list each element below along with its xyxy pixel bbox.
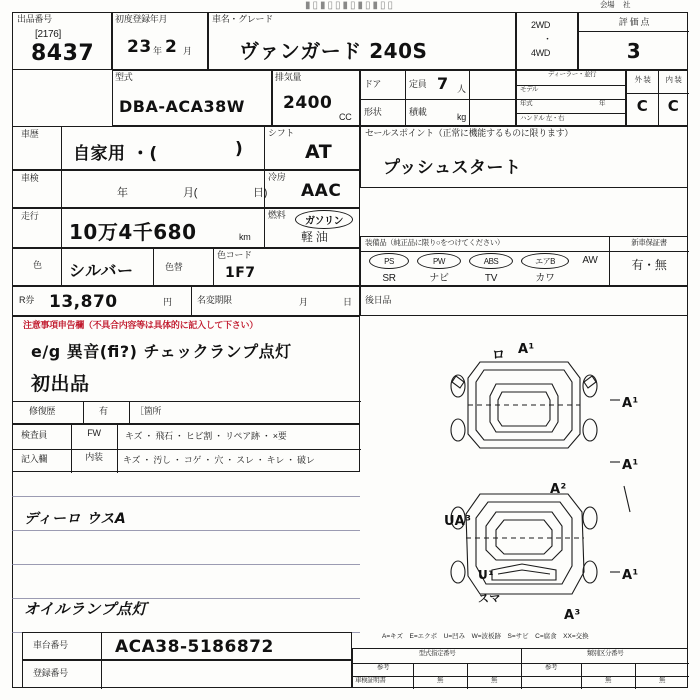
interior-label-2: 内装 [85, 452, 103, 462]
shape-label: 形状 [364, 107, 382, 118]
type-cell [112, 70, 272, 126]
exterior-grade: C [636, 97, 649, 115]
mileage-value: 10万4千680 [69, 220, 197, 244]
exterior-defect-list: キズ ・ 飛石 ・ ヒビ割 ・ リペア跡 ・ ×要 [125, 431, 287, 441]
damage-mark-6: U¹ [478, 568, 494, 582]
first-registration-cell [112, 12, 208, 70]
color-code-value: 1F7 [225, 265, 256, 281]
fuel-cell [264, 208, 360, 248]
warranty-label: 新車保証書 [631, 238, 667, 247]
interior-grade: C [667, 97, 680, 115]
first-registration-label: 初度登録年月 [115, 14, 168, 24]
scan-noise-strip: ▮▯▮▯▯▮▯▮▯▮▯▯ [304, 0, 396, 11]
class-sub-label: 参考 [544, 664, 558, 671]
equip-tv[interactable]: TV [484, 273, 498, 284]
seats-value: 7 [437, 74, 449, 93]
fuel-diesel-option[interactable]: 軽 油 [301, 230, 328, 244]
inspection-label: 車検 [21, 173, 39, 183]
equip-ps[interactable]: PS [369, 253, 409, 269]
color-label: 色 [33, 260, 42, 270]
equip-leather[interactable]: カワ [535, 273, 555, 284]
equip-navi[interactable]: ナビ [429, 273, 449, 284]
history-close: ) [235, 139, 244, 159]
warranty-value[interactable]: 有・無 [631, 258, 667, 272]
equip-sr[interactable]: SR [382, 273, 396, 284]
memo-line-1: ディーロ ウスA [24, 511, 127, 527]
damage-mark-9: A¹ [622, 568, 639, 583]
equip-airbag[interactable]: エアB [521, 253, 569, 269]
registration-number-cell [22, 660, 352, 688]
damage-mark-7: スマ [478, 592, 501, 605]
shift-label: シフト [268, 128, 295, 138]
damage-mark-4: A² [550, 482, 567, 497]
equip-aw[interactable]: AW [582, 255, 598, 266]
damage-legend: A=キズ E=エクボ U=凹み W=波板跡 S=サビ C=腐食 XX=交換 [382, 633, 589, 640]
handle-label: ハンドル 左・右 [520, 115, 565, 122]
damage-mark-1: A¹ [518, 342, 535, 357]
spec-sub-label: 参考 [376, 664, 390, 671]
cert-inner-2: 無 [490, 677, 498, 684]
history-label: 車歴 [21, 129, 39, 139]
exterior-label: 外 装 [634, 75, 651, 84]
cert-inner-1: 無 [436, 677, 444, 684]
displacement-cell [272, 70, 360, 126]
cert-inner-4: 無 [658, 677, 666, 684]
notice-line-1: e/g 異音(ﬁ?) チェックランプ点灯 [31, 342, 292, 361]
dealer-info-cell [516, 70, 626, 126]
shift-value: AT [305, 141, 333, 163]
interior-label: 内 装 [665, 75, 682, 84]
model-grade-label: 車名・グレード [212, 14, 273, 24]
reg-month: 2 [165, 37, 178, 57]
evaluation-score-cell [578, 12, 688, 70]
year-label: 年式 [520, 100, 533, 107]
lot-number: 8437 [31, 41, 95, 66]
later-items-label: 後日品 [365, 295, 392, 305]
rken-unit: 円 [163, 297, 172, 307]
mileage-label: 走行 [21, 211, 39, 221]
name-change-day: 日 [343, 297, 352, 307]
damage-mark-2: A¹ [622, 396, 639, 411]
seats-unit: 人 [457, 84, 466, 94]
chassis-label: 車台番号 [33, 640, 68, 650]
repair-yes[interactable]: 有 [99, 406, 108, 416]
note-label: 記入欄 [21, 454, 48, 464]
rken-cell [12, 286, 360, 316]
notice-label: 注意事項申告欄（不具合内容等は具体的に記入して下さい） [23, 320, 258, 330]
dealer-label: ディーラー・並行 [547, 71, 597, 78]
history-value: 自家用 ・( [73, 144, 158, 164]
repair-history-label: 修復歴 [29, 406, 56, 416]
reg-year-unit: 年 [153, 46, 162, 56]
cooling-label: 冷房 [268, 172, 286, 182]
rken-value: 13,870 [49, 292, 118, 312]
drive-dot: ・ [543, 34, 552, 44]
model-code-label: モデル [520, 86, 538, 93]
inspection-year: 年 [117, 187, 128, 199]
venue-label: 会場 社 [600, 0, 631, 9]
cooling-value: AAC [301, 181, 342, 201]
name-change-month: 月 [299, 297, 308, 307]
interior-defect-list: キズ ・ 汚し ・ コゲ ・ 穴 ・ スレ ・ キレ ・ 破レ [123, 455, 315, 465]
cooling-cell [264, 170, 360, 208]
repair-place: ［箇所 [135, 406, 162, 416]
spec-class-table [352, 648, 688, 688]
reg-month-unit: 月 [183, 46, 192, 56]
notice-cell [12, 316, 360, 424]
fuel-gasoline-option[interactable]: ガソリン [295, 210, 353, 229]
seats-label: 定員 [409, 79, 427, 90]
class-division-label: 類別区分番号 [586, 650, 624, 657]
equip-abs[interactable]: ABS [469, 253, 513, 269]
drive-2wd-label: 2WD [531, 20, 551, 30]
displacement-value: 2400 [283, 93, 333, 113]
doors-label: ドア [364, 79, 382, 90]
inspection-day: 日) [253, 187, 268, 199]
inspector-cell [12, 424, 360, 472]
grade-cell [626, 70, 688, 126]
equip-pw[interactable]: PW [417, 253, 461, 269]
model-grade-cell [208, 12, 516, 70]
color-cell [12, 248, 360, 286]
damage-mark-0: ロ [492, 348, 506, 363]
inspection-month: 月( [183, 187, 198, 199]
load-label: 積載 [409, 107, 427, 118]
later-items-cell [360, 286, 688, 316]
name-change-label: 名変期限 [197, 295, 232, 305]
displacement-label: 排気量 [275, 72, 302, 82]
model-grade-value: ヴァンガード 240S [239, 39, 428, 63]
cert-label: 車検証明書 [355, 677, 386, 684]
notice-line-2: 初出品 [31, 373, 90, 395]
inspector-label: 検査員 [21, 430, 48, 440]
damage-mark-8: A³ [564, 608, 581, 623]
drive-type-cell [516, 12, 578, 70]
year-unit: 年 [599, 100, 606, 107]
evaluation-score-label: 評 価 点 [618, 16, 650, 27]
type-label: 型式 [115, 72, 133, 82]
sales-point-label: セールスポイント（正常に機能するものに限ります） [365, 128, 573, 138]
chassis-value: ACA38-5186872 [115, 637, 274, 657]
chassis-cell [22, 632, 352, 660]
load-unit: kg [457, 112, 466, 122]
reg-year-value: 23 [127, 37, 152, 57]
damage-mark-3: A¹ [622, 458, 639, 473]
equipment-label: 装備品（純正品に限り○をつけてください） [365, 238, 505, 247]
displacement-unit: CC [339, 112, 352, 122]
color-code-label: 色コード [217, 250, 252, 260]
drive-4wd-label: 4WD [531, 48, 551, 58]
fw-label: FW [87, 428, 101, 438]
lot-sub: [2176] [35, 29, 62, 40]
color-change-label: 色替 [165, 262, 183, 272]
sales-point-cell [360, 126, 688, 188]
memo-line-2: オイルランプ点灯 [24, 600, 148, 618]
cert-inner-3: 無 [604, 677, 612, 684]
mileage-unit: km [239, 232, 251, 242]
lot-number-cell [12, 12, 112, 70]
fuel-label: 燃料 [268, 210, 286, 220]
lot-label: 出品番号 [17, 14, 52, 24]
registration-number-label: 登録番号 [33, 668, 68, 678]
damage-mark-5: UA³ [444, 514, 472, 529]
sales-point-value: プッシュスタート [383, 158, 522, 178]
type-value: DBA-ACA38W [119, 97, 245, 116]
evaluation-score-value: 3 [626, 39, 642, 63]
rken-label: R券 [19, 295, 34, 305]
shift-cell [264, 126, 360, 170]
spec-designation-label: 型式指定番号 [418, 650, 456, 657]
color-value: シルバー [69, 261, 134, 280]
doors-seats-cell [360, 70, 516, 126]
equipment-cell [360, 236, 688, 286]
